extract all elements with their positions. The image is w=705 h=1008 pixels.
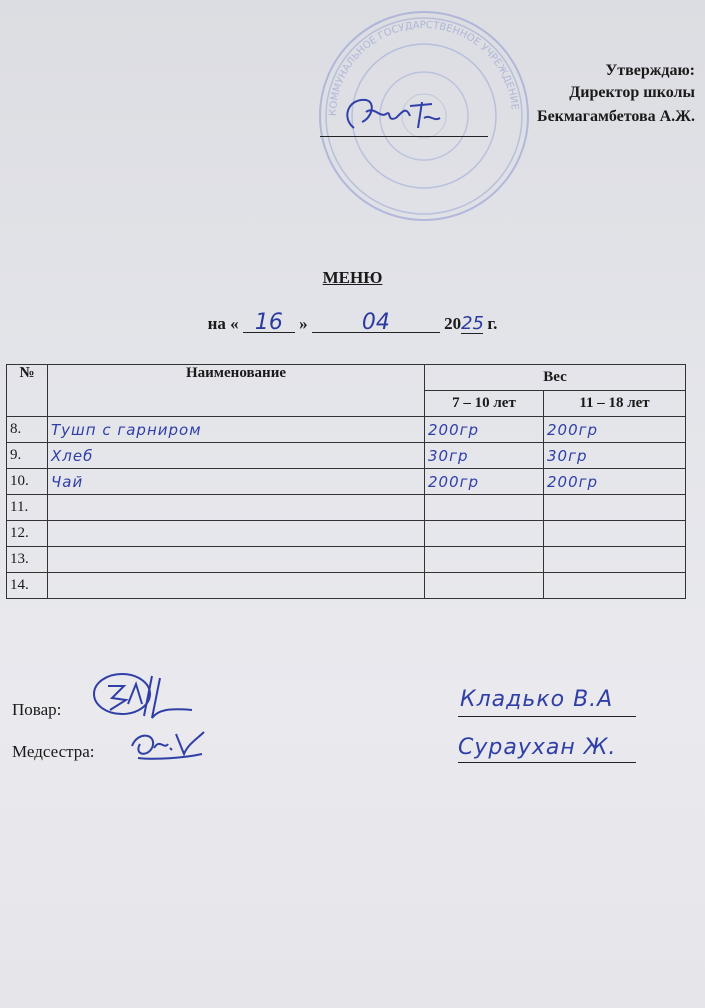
nurse-name: Сураухан Ж.: [458, 735, 617, 760]
row-weight-11-18: [544, 495, 686, 521]
approval-line-3: Бекмагамбетова А.Ж.: [536, 108, 695, 125]
row-weight-11-18: [544, 521, 686, 547]
cook-label: Повар:: [12, 700, 62, 719]
approval-line-1: Утверждаю:: [605, 62, 695, 79]
table-row: [7, 443, 686, 469]
row-weight-11-18: [544, 573, 686, 599]
row-number: 8.: [7, 417, 48, 443]
cook-signature: [88, 670, 198, 722]
date-year-prefix: 20: [444, 314, 462, 333]
row-weight-11-18: 200гр: [544, 469, 686, 495]
date-line: [0, 310, 705, 335]
date-mid: »: [299, 314, 308, 333]
row-weight-7-10: 200гр: [425, 417, 544, 443]
row-dish-name: Чай: [48, 469, 425, 495]
page-title: МЕНЮ: [322, 268, 383, 287]
row-weight-7-10: [425, 573, 544, 599]
table-row: [7, 469, 686, 495]
row-weight-11-18: 200гр: [544, 417, 686, 443]
row-number: 11.: [7, 495, 48, 521]
row-weight-7-10: 200гр: [425, 469, 544, 495]
director-signature: [336, 88, 456, 142]
date-month: 04: [312, 314, 440, 333]
date-prefix: на «: [207, 314, 239, 333]
date-day: 16: [243, 314, 295, 333]
cook-name: Кладько В.А: [460, 687, 614, 712]
row-weight-7-10: [425, 521, 544, 547]
date-suffix: г.: [487, 314, 498, 333]
table-row: [7, 573, 686, 599]
row-weight-7-10: [425, 495, 544, 521]
row-weight-7-10: 30гр: [425, 443, 544, 469]
stamp-text: КОММУНАЛЬНОЕ ГОСУДАРСТВЕННОЕ УЧРЕЖДЕНИЕ: [327, 19, 520, 117]
nurse-signature: [124, 724, 214, 770]
row-dish-name: Хлеб: [48, 443, 425, 469]
row-dish-name: [48, 495, 425, 521]
header-name: Наименование: [48, 365, 425, 417]
row-dish-name: [48, 521, 425, 547]
header-weight: Вес: [425, 365, 686, 391]
row-weight-7-10: [425, 547, 544, 573]
approval-line-2: Директор школы: [569, 84, 695, 101]
row-number: 9.: [7, 443, 48, 469]
date-year-suffix: 25: [461, 313, 485, 334]
nurse-label: Медсестра:: [12, 742, 95, 761]
row-dish-name: Тушп с гарниром: [48, 417, 425, 443]
table-row: [7, 495, 686, 521]
header-age-7-10: 7 – 10 лет: [425, 391, 544, 417]
nurse-name-underline: [458, 762, 636, 763]
table-row: [7, 417, 686, 443]
row-dish-name: [48, 547, 425, 573]
row-weight-11-18: 30гр: [544, 443, 686, 469]
cook-name-underline: [458, 716, 636, 717]
header-number: №: [7, 365, 48, 417]
row-number: 13.: [7, 547, 48, 573]
row-number: 10.: [7, 469, 48, 495]
table-row: [7, 547, 686, 573]
table-row: [7, 521, 686, 547]
row-number: 14.: [7, 573, 48, 599]
row-number: 12.: [7, 521, 48, 547]
header-age-11-18: 11 – 18 лет: [544, 391, 686, 417]
row-weight-11-18: [544, 547, 686, 573]
menu-table: [6, 364, 686, 599]
row-dish-name: [48, 573, 425, 599]
